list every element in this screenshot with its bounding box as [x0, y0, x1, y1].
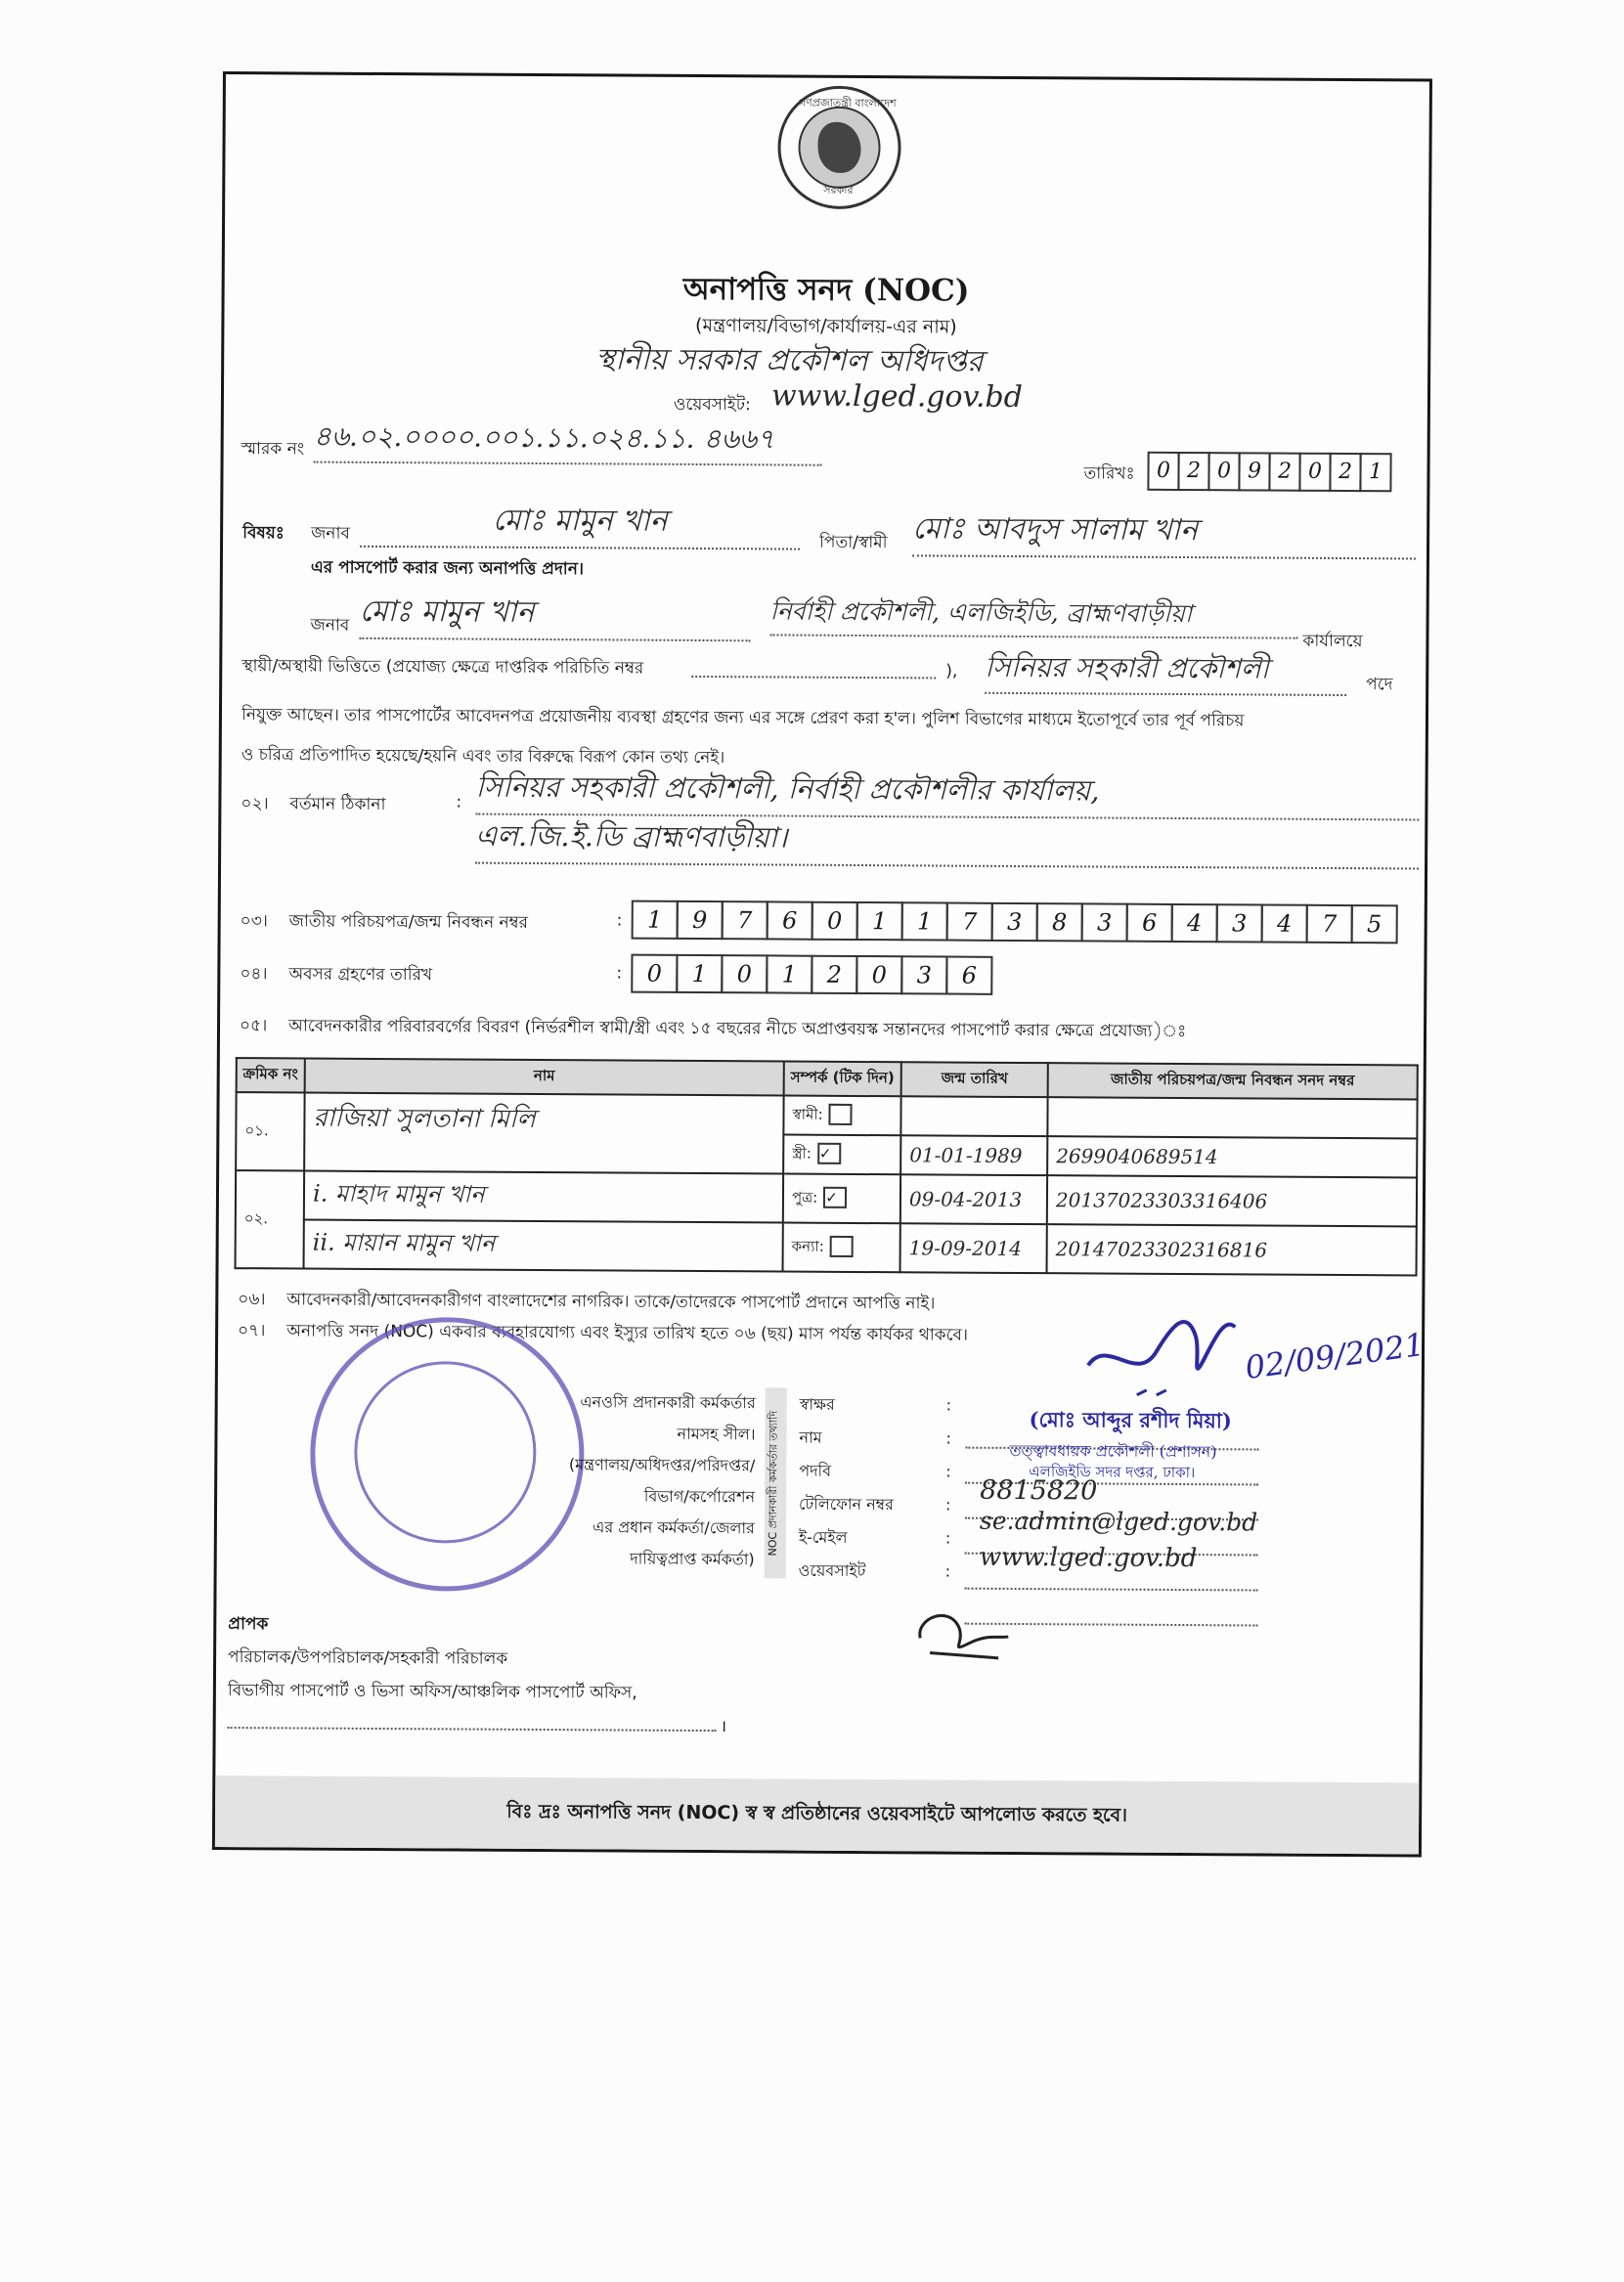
post-suffix: পদে: [1366, 675, 1393, 695]
row-name: i. মাহাদ মামুন খান: [304, 1171, 783, 1223]
digit-box: 1: [766, 954, 812, 993]
digit-box: 1: [676, 954, 723, 993]
col-dob: জন্ম তারিখ: [901, 1062, 1048, 1097]
digit-box: 4: [1171, 903, 1218, 943]
officer-email: se.admin@lged.gov.bd: [979, 1506, 1258, 1537]
decl-07-text: অনাপত্তি সনদ (NOC) একবার ব্যবহারযোগ্য এবং ইস্যুর তারিখ হতে ০৬ (ছয়) মাস পর্যন্ত কার্যকর থাকবে।: [286, 1321, 969, 1345]
col-relation: সম্পর্ক (টিক দিন): [784, 1062, 901, 1097]
body-para-line2: ও চরিত্র প্রতিপাদিত হয়েছে/হয়নি এবং তার বিরুদ্ধে বিরূপ কোন তথ্য নেই।: [241, 745, 725, 768]
subject-name: মোঃ মামুন খান: [360, 496, 800, 550]
digit-box: 0: [1147, 452, 1179, 491]
digit-box: 2: [1268, 453, 1300, 492]
row-nid: 20137023303316406: [1047, 1175, 1417, 1226]
body-office: নির্বাহী প্রকৌশলী, এলজিইডি, ব্রাহ্মণবাড়ীয়া: [769, 592, 1297, 638]
item-04-number: ০৪।: [240, 964, 268, 985]
issuer-left-block: এনওসি প্রদানকারী কর্মকর্তার নামসহ সীল। (মন্ত্রণালয়/অধিদপ্তর/পরিদপ্তর/ বিভাগ/কর্পোরেশন এর প্রধান কর্মকর্তা/জেলার দায়িত্বপ্রাপ্ত কর্মকর্তা): [568, 1392, 756, 1569]
row-nid: 2699040689514: [1047, 1136, 1417, 1177]
row-nid: [1047, 1097, 1417, 1138]
recipient-label: প্রাপক: [228, 1614, 269, 1635]
officer-post-2: এলজিইডি সদর দপ্তর, ঢাকা।: [1029, 1463, 1196, 1482]
digit-box: 8: [1036, 902, 1083, 942]
date-label: তারিখঃ: [1083, 463, 1135, 484]
row-dob: 09-04-2013: [900, 1174, 1047, 1224]
office-suffix: কার্যালয়ে: [1302, 631, 1363, 652]
permanent-prefix: স্থায়ী/অস্থায়ী ভিত্তিতে (প্রযোজ্য ক্ষেত্রে দাপ্তরিক পরিচিতি নম্বর: [241, 656, 644, 679]
signature-date: 02/09/2021: [1243, 1325, 1427, 1387]
digit-box: 1: [856, 901, 903, 941]
item-03-label: জাতীয় পরিচয়পত্র/জন্ম নিবন্ধন নম্বর: [288, 911, 529, 933]
digit-box: 6: [1126, 903, 1173, 943]
officer-signature: [1078, 1296, 1246, 1415]
item-04-label: অবসর গ্রহণের তারিখ: [288, 964, 433, 986]
retirement-date-boxes: [631, 954, 990, 995]
relation-label: স্বামী:: [792, 1105, 823, 1123]
relation-label: পুত্র:: [791, 1188, 818, 1207]
decl-06-number: ০৬।: [238, 1290, 266, 1310]
document-title: অনাপত্তি সনদ (NOC): [682, 271, 970, 309]
seal-top-text: গণপ্রজাতন্ত্রী বাংলাদেশ: [798, 96, 897, 110]
initial-signature: [910, 1599, 1018, 1668]
digit-box: 7: [1306, 904, 1353, 944]
item-03-number: ০৩।: [240, 911, 268, 932]
body-name: মোঃ মামুন খান: [359, 588, 750, 641]
relation-checkbox[interactable]: [830, 1236, 854, 1257]
issuer-vertical-label: NOC প্রদানকারী কর্মকর্তার তথ্যাদি: [765, 1387, 787, 1578]
digit-box: 9: [677, 900, 724, 940]
col-name: নাম: [305, 1059, 784, 1096]
table-row: [236, 1170, 1417, 1226]
item-05-number: ০৫।: [239, 1016, 268, 1036]
relation-label: স্ত্রী:: [792, 1144, 812, 1163]
digit-box: 3: [991, 902, 1038, 942]
digit-box: 0: [631, 954, 678, 993]
digit-box: 9: [1238, 452, 1270, 491]
row-dob: 01-01-1989: [900, 1135, 1047, 1175]
digit-box: 0: [812, 901, 858, 941]
office-name: স্থানীয় সরকার প্রকৌশল অধিদপ্তর: [595, 342, 984, 379]
digit-box: 6: [767, 900, 813, 940]
digit-box: 6: [945, 956, 992, 995]
table-row: [236, 1092, 1417, 1138]
body-para-line1: নিযুক্ত আছেন। তার পাসপোর্টের আবেদনপত্র প্রয়োজনীয় ব্যবস্থা গ্রহণের জন্য এর সঙ্গে প্রেরণ করা হ'ল। পুলিশ বিভাগের মাধ্যমে ইতোপূর্বে তার পূর্ব পরিচয়: [241, 705, 1245, 731]
digit-box: 2: [1177, 452, 1209, 491]
relation-checkbox-checked[interactable]: ✓: [823, 1187, 847, 1208]
col-nid: জাতীয় পরিচয়পত্র/জন্ম নিবন্ধন সনদ নম্বর: [1048, 1063, 1418, 1099]
digit-box: 0: [1207, 452, 1240, 491]
digit-box: 3: [1081, 902, 1128, 942]
father-label: পিতা/স্বামী: [819, 532, 888, 553]
recipient-line2: বিভাগীয় পাসপোর্ট ও ভিসা অফিস/আঞ্চলিক পাসপোর্ট অফিস,: [227, 1681, 637, 1703]
noc-form: গণপ্রজাতন্ত্রী বাংলাদেশ সরকার অনাপত্তি সনদ (NOC) (মন্ত্রণালয়/বিভাগ/কার্যালয়-এর নাম) স্থানীয় সরকার প্রকৌশল অধিদপ্তর ওয়েবসাইট: www.lged.gov.bd স্মারক নং ৪৬.০২.০০০০.০০১.১১.০২৪.১১. ৪৬৬৭ তারিখঃ 0 2 0 9 2 0 2 1 বিষয়ঃ জনাব মোঃ মামুন খান পিতা/স্বামী মোঃ আবদুস সালাম খান এর পাসপোর্ট করার জন্য অনাপত্তি প্রদান। জনাব মোঃ মামুন খান নির্বাহী প্রকৌশলী, এলজিইডি, ব্রাহ্মণবাড়ীয়া কার্যালয়ে স্থায়ী/অস্থায়ী ভিত্তিতে (প্রযোজ্য ক্ষেত্রে দাপ্তরিক পরিচিতি নম্বর ), সিনিয়র সহকারী প্রকৌশলী পদে নিযুক্ত আছেন। তার পাসপোর্টের আবেদনপত্র প্রয়োজনীয় ব্যবস্থা গ্রহণের জন্য এর সঙ্গে প্রেরণ করা হ'ল। পুলিশ বিভাগের মাধ্যমে ইতোপূর্বে তার পূর্ব পরিচয় ও চরিত্র প্রতিপাদিত হয়েছে/হয়নি এবং তার বিরুদ্ধে বিরূপ কোন তথ্য নেই। ০২। বর্তমান ঠিকানা : সিনিয়র সহকারী প্রকৌশলী, নির্বাহী প্রকৌশলীর কার্যালয়, এল.জি.ই.ডি ব্রাহ্মণবাড়ীয়া। ০৩। জাতীয় পরিচয়পত্র/জন্ম নিবন্ধন নম্বর : 1 9 7 6 0 1 1 7 3 8 3 6 4 3 4 7 5 ০৪। অবসর গ্রহণের তারিখ : 0 1 0 1 2 0 3 6 ০৫। আবেদনকারীর পরিবারবর্গের বিবরণ (নির্ভরশীল স্বামী/স্ত্রী এবং ১৫ বছরের নীচে অপ্রাপ্তবয়স্ক সন্তানদের পাসপোর্ট করার ক্ষেত্রে প্রযোজ্য)ঃ ক্রমিক নং নাম সম্পর্ক (টিক দিন) জন্ম তারিখ জাতীয় পরিচয়পত্র/জন্ম নিবন্ধন সনদ নম্বর ০১. রাজিয়া সুলতানা মিলি স্বামী: স্ত্রী: ✓ 01-01-1989 2699040689514 ০২. i. মাহাদ মামুন খান পুত্র: ✓ 09-04-2013 20137023303316406 ii. মায়ান মামুন খান কন্যা: 19-09-2014 20147023302316816 ০৬। আবেদনকারী/আবেদনকারীগণ বাংলাদেশের নাগরিক। তাকে/তাদেরকে পাসপোর্ট প্রদানে আপত্তি নাই। ০৭। অনাপত্তি সনদ (NOC) একবার ব্যবহারযোগ্য এবং ইস্যুর তারিখ হতে ০৬ (ছয়) মাস পর্যন্ত কার্যকর থাকবে। এনওসি প্রদানকারী কর্মকর্তার নামসহ সীল। (মন্ত্রণালয়/অধিদপ্তর/পরিদপ্তর/ বিভাগ/কর্পোরেশন এর প্রধান কর্মকর্তা/জেলার দায়িত্বপ্রাপ্ত কর্মকর্তা) NOC প্রদানকারী কর্মকর্তার তথ্যাদি স্বাক্ষর নাম পদবি টেলিফোন নম্বর ই-মেইল ওয়েবসাইট : : : : : : 02/09/2021 (মোঃ আব্দুর রশীদ মিয়া) তত্ত্বাবধায়ক প্রকৌশলী (প্রশাসন) এলজিইডি সদর দপ্তর, ঢাকা। 8815820 se.admin@lged.gov.bd www.lged.gov.bd প্রাপক পরিচালক/উপপরিচালক/সহকারী পরিচালক বিভাগীয় পাসপোর্ট ও ভিসা অফিস/আঞ্চলিক পাসপোর্ট অফিস, । বিঃ দ্রঃ অনাপত্তি সনদ (NOC) স্ব স্ব প্রতিষ্ঠানের ওয়েবসাইটে আপলোড করতে হবে।: [212, 71, 1432, 1858]
digit-box: 0: [1298, 453, 1331, 492]
recipient-line1: পরিচালক/উপপরিচালক/সহকারী পরিচালক: [228, 1647, 508, 1669]
col-serial: ক্রমিক নং: [237, 1058, 305, 1092]
item-05-label: আবেদনকারীর পরিবারবর্গের বিবরণ (নির্ভরশীল স্বামী/স্ত্রী এবং ১৫ বছরের নীচে অপ্রাপ্তবয়স্ক সন্তানদের পাসপোর্ট করার ক্ষেত্রে প্রযোজ্য)ঃ: [287, 1016, 1187, 1042]
digit-box: 3: [1216, 903, 1263, 943]
post-name: সিনিয়র সহকারী প্রকৌশলী: [985, 646, 1346, 696]
officer-post-1: তত্ত্বাবধায়ক প্রকৌশলী (প্রশাসন): [1009, 1440, 1217, 1462]
website-value: www.lged.gov.bd: [770, 378, 1023, 416]
body-janab-label: জনাব: [310, 615, 350, 636]
row-dob: [900, 1096, 1047, 1136]
footer-note: বিঃ দ্রঃ অনাপত্তি সনদ (NOC) স্ব স্ব প্রতিষ্ঠানের ওয়েবসাইটে আপলোড করতে হবে।: [215, 1776, 1419, 1855]
digit-box: 7: [722, 900, 768, 940]
relation-checkbox-checked[interactable]: ✓: [817, 1143, 841, 1164]
permanent-suffix: ),: [945, 661, 958, 681]
digit-box: 0: [721, 954, 768, 993]
relation-label: কন্যা:: [791, 1237, 824, 1255]
memo-number: ৪৬.০২.০০০০.০০১.১১.০২৪.১১. ৪৬৬৭: [314, 416, 822, 466]
digit-box: 1: [632, 900, 679, 940]
row-serial: ০১.: [236, 1092, 304, 1170]
subject-label: বিষয়ঃ: [242, 523, 285, 544]
website-label: ওয়েবসাইট:: [673, 394, 751, 416]
memo-label: স্মারক নং: [241, 439, 305, 460]
officer-phone: 8815820: [980, 1474, 1098, 1507]
row-name: রাজিয়া সুলতানা মিলি: [304, 1093, 783, 1174]
digit-box: 5: [1351, 904, 1398, 944]
row-name: ii. মায়ান মামুন খান: [304, 1220, 783, 1272]
document-subtitle: (মন্ত্রণালয়/বিভাগ/কার্যালয়-এর নাম): [695, 314, 957, 338]
issuer-field-labels: স্বাক্ষর নাম পদবি টেলিফোন নম্বর ই-মেইল ওয়েবসাইট: [798, 1394, 895, 1581]
government-seal-logo: [777, 85, 901, 209]
relation-checkbox[interactable]: [829, 1104, 853, 1125]
digit-box: 4: [1261, 904, 1308, 944]
subject-line2: এর পাসপোর্ট করার জন্য অনাপত্তি প্রদান।: [310, 557, 585, 580]
address-line1: সিনিয়র সহকারী প্রকৌশলী, নির্বাহী প্রকৌশলীর কার্যালয়,: [475, 766, 1419, 821]
digit-box: 2: [1329, 453, 1361, 492]
digit-box: 7: [946, 902, 993, 942]
decl-06-text: আবেদনকারী/আবেদনকারীগণ বাংলাদেশের নাগরিক। তাকে/তাদেরকে পাসপোর্ট প্রদানে আপত্তি নাই।: [286, 1290, 936, 1314]
table-row: [236, 1219, 1417, 1275]
row-dob: 19-09-2014: [900, 1223, 1047, 1273]
digit-box: 1: [901, 901, 948, 941]
family-table: [235, 1057, 1419, 1276]
row-nid: 20147023302316816: [1047, 1224, 1417, 1275]
subject-janab-label: জনাব: [311, 523, 350, 544]
item-02-number: ০২।: [241, 794, 269, 814]
date-boxes: [1147, 452, 1389, 493]
row-serial: ০২.: [236, 1170, 305, 1268]
address-line2: এল.জি.ই.ডি ব্রাহ্মণবাড়ীয়া।: [475, 814, 1419, 870]
digit-box: 1: [1359, 453, 1391, 492]
digit-box: 3: [900, 955, 947, 994]
decl-07-number: ০৭।: [238, 1321, 266, 1341]
officer-website: www.lged.gov.bd: [979, 1542, 1198, 1574]
digit-box: 2: [811, 955, 857, 994]
officer-name: (মোঃ আব্দুর রশীদ মিয়া): [1029, 1407, 1232, 1433]
seal-bottom-text: সরকার: [823, 183, 854, 197]
digit-box: 0: [856, 955, 902, 994]
item-02-label: বর্তমান ঠিকানা: [289, 794, 386, 815]
father-name: মোঃ আবদুস সালাম খান: [912, 505, 1416, 559]
nid-boxes: [632, 900, 1396, 944]
